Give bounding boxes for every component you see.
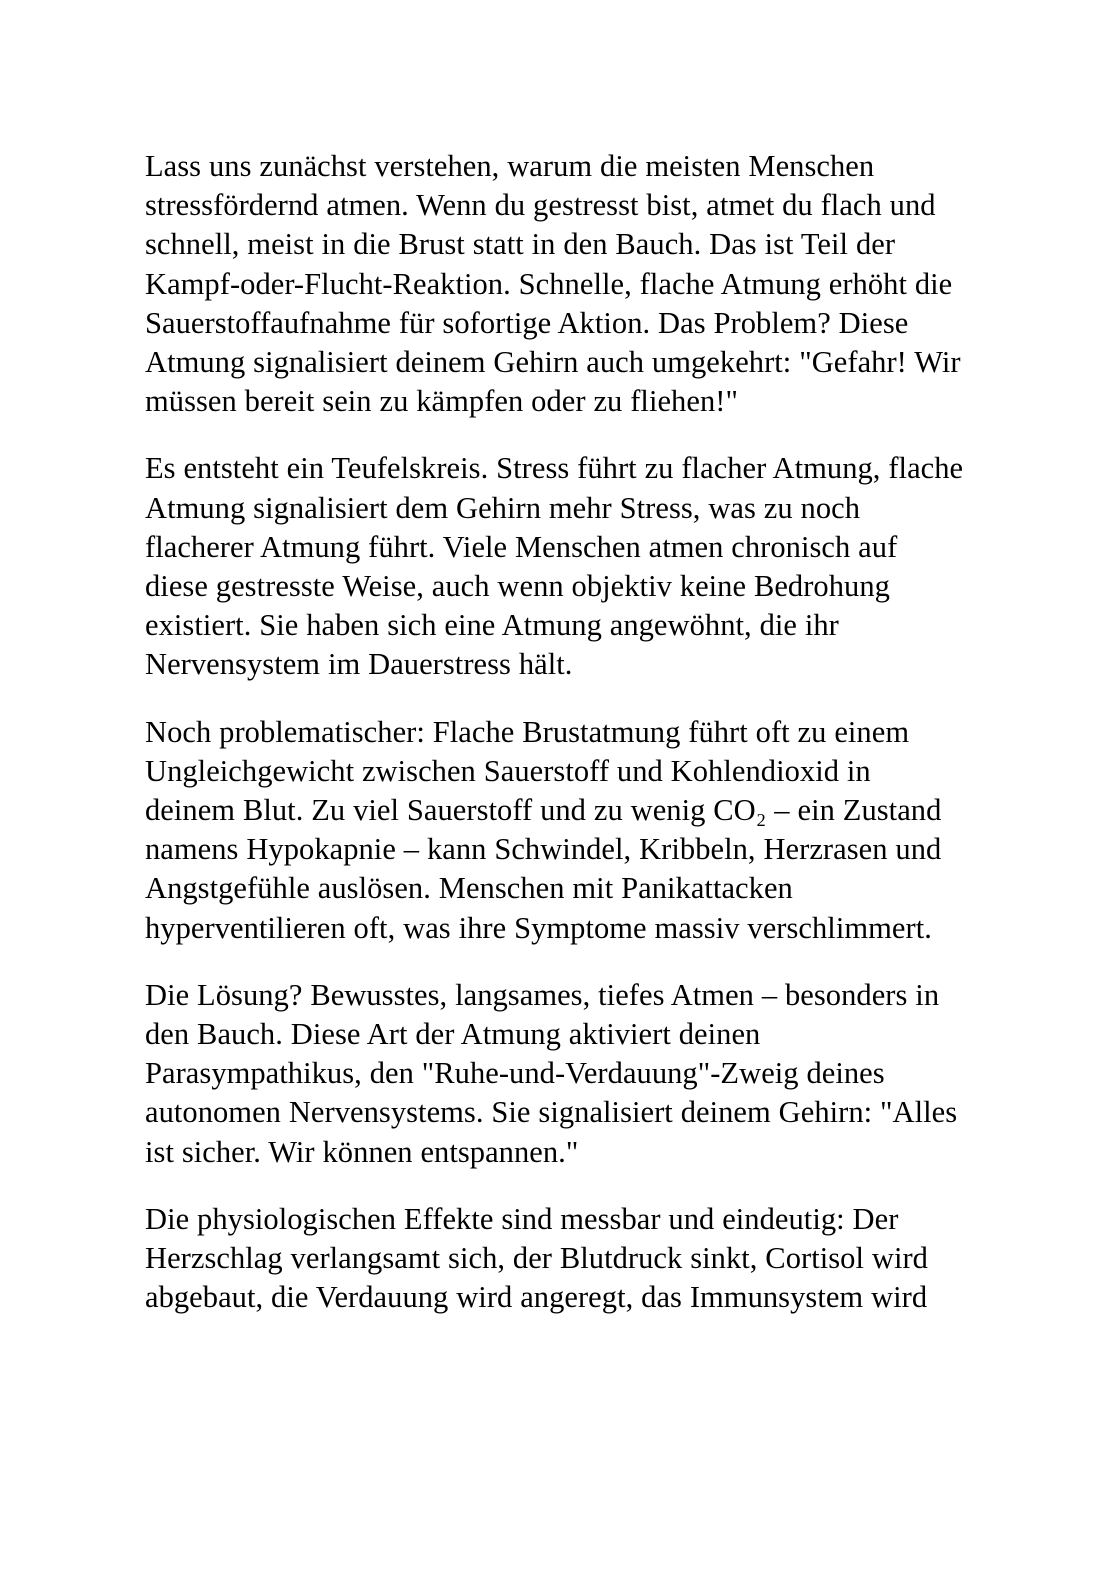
paragraph-3: Noch problematischer: Flache Brustatmung führt oft zu einem Ungleichgewicht zwischen Sauerstoff und Kohlendioxid in deinem Blut. Zu viel Sauerstoff und zu wenig CO₂ – ein Zustand namens Hypokapnie – kann Schwindel, Kribbeln, Herzrasen und Angstgefühle auslösen. Menschen mit Panikattacken hyperventilieren oft, was ihre Symptome massiv verschlimmert. — [145, 714, 942, 945]
paragraph-5: Die physiologischen Effekte sind messbar und eindeutig: Der Herzschlag verlangsamt sich, der Blutdruck sinkt, Cortisol wird abgebaut, die Verdauung wird angeregt, das Immunsystem wird — [145, 1201, 928, 1315]
paragraph-1: Lass uns zunächst verstehen, warum die meisten Menschen stressfördernd atmen. Wenn du gestresst bist, atmet du flach und schnell, meist in die Brust statt in den Bauch. Das ist Teil der Kampf-oder-Flucht-Reaktion. Schnelle, flache Atmung erhöht die Sauerstoffaufnahme für sofortige Aktion. Das Problem? Diese Atmung signalisiert deinem Gehirn auch umgekehrt: "Gefahr! Wir müssen bereit sein zu kämpfen oder zu fliehen!" — [145, 149, 961, 419]
body-text-column — [145, 147, 965, 1317]
paragraph-2: Es entsteht ein Teufelskreis. Stress führt zu flacher Atmung, flache Atmung signalisiert dem Gehirn mehr Stress, was zu noch flacherer Atmung führt. Viele Menschen atmen chronisch auf diese gestresste Weise, auch wenn objektiv keine Bedrohung existiert. Sie haben sich eine Atmung angewöhnt, die ihr Nervensystem im Dauerstress hält. — [145, 451, 964, 682]
paragraph-4: Die Lösung? Bewusstes, langsames, tiefes Atmen – besonders in den Bauch. Diese Art der Atmung aktiviert deinen Parasympathikus, den "Ruhe-und-Verdauung"-Zweig deines autonomen Nervensystems. Sie signalisiert deinem Gehirn: "Alles ist sicher. Wir können entspannen." — [145, 977, 958, 1169]
